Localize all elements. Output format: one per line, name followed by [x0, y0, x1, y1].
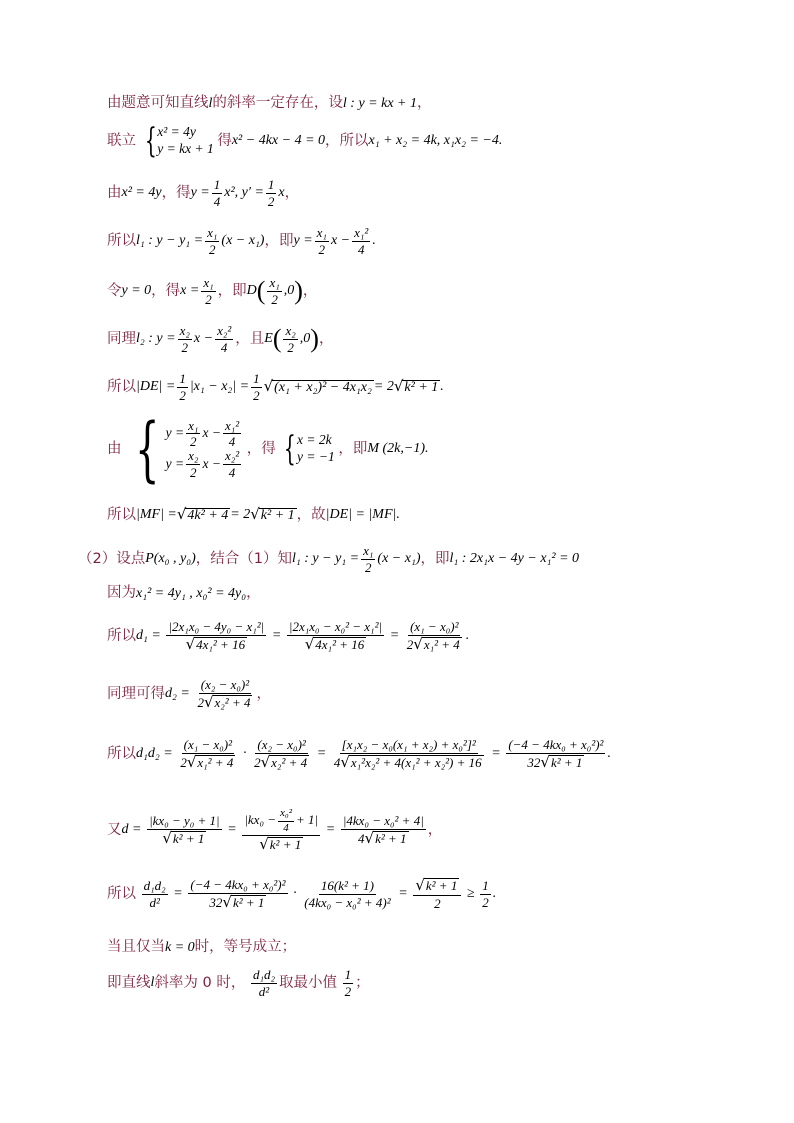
math: . — [498, 133, 503, 148]
math: = 2 — [230, 507, 251, 522]
text: ， — [246, 585, 261, 601]
text: ， — [284, 184, 300, 201]
math: l₁ : y − y₁ = — [292, 551, 360, 567]
fraction: $\frac{\text{(x₂ − x₀)²}}{\text{2√x₂² + 4}}$ — [197, 677, 251, 711]
text: 所以 — [107, 378, 136, 395]
math: |MF| = — [136, 507, 177, 522]
system-row: x² = 4y — [157, 124, 196, 140]
text: ，即 — [338, 440, 368, 457]
math: = — [398, 886, 408, 902]
equation-system: { x² = 4y y = kx + 1 — [144, 121, 214, 161]
math: ,0 — [283, 283, 295, 299]
fraction: $\frac{1}{2}$ — [344, 967, 352, 999]
text: 所以 — [107, 627, 136, 644]
math: x², y′ = — [224, 185, 264, 201]
text: 由 — [107, 184, 122, 201]
text: 即直线 — [107, 974, 151, 991]
math: ,0 — [299, 331, 311, 347]
fraction: $\frac{\text{(x₁ − x₀)²}}{\text{2√x₁² + 4}}$ — [180, 737, 234, 771]
fraction: $\frac{\text{16(k² + 1)}}{\text{(4kx₀ − x₀² + 4)²}}$ — [304, 878, 391, 910]
math: E — [264, 331, 273, 347]
text: ，故 — [296, 506, 326, 523]
math: d₁d₂ = — [136, 746, 173, 762]
text: 时，等号成立； — [194, 939, 297, 955]
math: l — [150, 975, 155, 991]
text: ，即 — [420, 550, 450, 567]
math: l₁ : y − y₁ = — [136, 233, 204, 249]
text: 由 — [107, 440, 122, 457]
math: . — [607, 746, 611, 762]
fraction: $\frac{\text{x₁}}{2}$ — [269, 275, 280, 307]
math: . — [396, 507, 400, 522]
solution-line-11 — [107, 586, 261, 601]
math: d₁ = — [136, 628, 161, 644]
math: x₁ + x₂ = 4k, x₁x₂ = −4 — [368, 133, 499, 148]
math: x² − 4kx − 4 = 0 — [231, 133, 326, 148]
solution-line-7: 所以|DE| = $\frac{1}{2}$ |x₁ − x₂| = $\frac{1}{2}$ √(x₁ + x₂)² − 4x₁x₂ = 2√k² + 1 . — [107, 371, 444, 403]
math: = — [173, 886, 183, 902]
text: 所以 — [107, 885, 136, 902]
math: ≥ — [466, 886, 475, 902]
math: (x − x₁) — [377, 551, 421, 567]
math: l — [208, 96, 213, 111]
math: . — [425, 441, 429, 456]
math: = — [316, 746, 327, 762]
math: d₂ = — [165, 686, 190, 702]
fraction: $\frac{\text{(−4 − 4kx₀ + x₀²)²}}{\text{32√k² + 1}}$ — [190, 877, 286, 911]
text: ， — [416, 95, 432, 111]
text: ，得 — [151, 282, 181, 299]
fraction: $\frac{\text{(x₁ − x₀)²}}{\text{2√x₁² + 4}}$ — [406, 619, 460, 653]
text: 同理 — [107, 330, 136, 347]
fraction: $\frac{1}{2}$ — [482, 878, 489, 910]
math: l₁ : 2x₁x − 4y − x₁² = 0 — [449, 551, 580, 567]
fraction: $\frac{\text{|4kx₀ − x₀² + 4|}}{\text{4√k² + 1}}$ — [342, 813, 424, 847]
text: ， — [318, 330, 334, 347]
text: 的斜率一定存在，设 — [212, 95, 343, 111]
fraction: $\frac{\text{x₁}}{2}$ — [363, 543, 374, 575]
text: ， — [302, 282, 318, 299]
fraction: $\frac{\text{x₂}}{2}$ — [179, 323, 190, 355]
square-root: (x₁ + x₂)² − 4x₁x₂ — [274, 380, 372, 396]
fraction: $\frac{1}{4}$ — [213, 177, 221, 209]
math: = — [389, 628, 400, 644]
solution-line-3 — [107, 178, 299, 208]
math: |DE| = |MF| — [325, 507, 397, 522]
text: 所以 — [107, 745, 136, 762]
text: ，结合（1）知 — [195, 550, 293, 567]
math: |x₁ − x₂| = — [189, 379, 250, 395]
math: x² = 4y — [121, 185, 162, 201]
text: 联立 — [107, 132, 136, 149]
math: . — [465, 628, 470, 644]
fraction: $\frac{\text{x₂²}}{4}$ — [217, 323, 232, 355]
math: x = — [180, 283, 200, 299]
fraction: $\frac{\text{x₁}}{2}$ — [207, 225, 218, 257]
square-root: k² + 1 — [404, 380, 439, 396]
fraction: $\frac{\text{√k² + 1}}{2}$ — [413, 878, 461, 910]
fraction: $\frac{\text{x₁}}{2}$ — [203, 275, 214, 307]
text: 当且仅当 — [107, 939, 165, 955]
math: k = 0 — [165, 940, 195, 955]
text: 令 — [107, 282, 122, 299]
solution-line-5: 令y = 0，得x = $\frac{\text{x₁}}{2}$ ，即D( $\frac{\text{x₁}}{2}$ ,0)， — [107, 275, 318, 307]
equation-system: { x = 2k y = −1 — [284, 429, 335, 469]
math: M (2k,−1) — [367, 441, 426, 456]
math: . — [492, 886, 497, 902]
text: （2）设点 — [78, 550, 146, 567]
solution-line-17 — [107, 940, 296, 955]
fraction: $\frac{\text{|2x₁x₀ − 4y₀ − x₁²|}}{\text{√4x₁² + 16}}$ — [168, 619, 265, 653]
text: 取最小值 — [279, 974, 338, 991]
text: 所以 — [107, 232, 136, 249]
solution-line-12 — [107, 620, 469, 652]
math: l₂ : y = — [136, 331, 176, 347]
math: x − — [330, 233, 351, 249]
solution-line-13 — [107, 678, 271, 710]
math: = — [227, 822, 237, 838]
math: y = 0 — [121, 283, 152, 299]
text: 由题意可知直线 — [107, 95, 209, 111]
math: . — [372, 233, 376, 249]
math: . — [440, 379, 444, 395]
text: ，所以 — [325, 132, 369, 149]
math: = — [271, 628, 282, 644]
fraction: $\frac{\text{x₁²}}{4}$ — [354, 225, 369, 257]
text: ，且 — [235, 330, 265, 347]
fraction: $\frac{\text{d₁d₂}}{\text{d²}}$ — [252, 967, 276, 999]
math: = — [325, 822, 336, 838]
fraction: |kx₀ − $\frac{\text{x₀²}}{4}$ + 1| √k² + 1 — [244, 807, 319, 854]
text: ， — [256, 685, 271, 702]
solution-line-4 — [107, 226, 376, 256]
fraction: $\frac{\text{x₂}}{2}$ — [285, 323, 296, 355]
fraction: $\frac{\text{(−4 − 4kx₀ + x₀²)²}}{\text{32√k² + 1}}$ — [508, 737, 604, 771]
math: P(x₀ , y₀) — [145, 551, 196, 567]
text: ； — [355, 974, 370, 991]
math: |DE| = — [136, 379, 176, 395]
math: = — [491, 746, 501, 762]
math: x — [278, 185, 285, 201]
text: 又 — [107, 822, 122, 839]
math: x − — [193, 331, 214, 347]
text: 因为 — [107, 585, 136, 601]
solution-line-10 — [78, 544, 579, 574]
system-row: y = kx + 1 — [157, 141, 214, 156]
square-root: 4k² + 4 — [187, 508, 229, 523]
math: D — [246, 283, 257, 299]
text: ，得 — [246, 440, 276, 457]
fraction: $\frac{\text{|kx₀ − y₀ + 1|}}{\text{√k² + 1}}$ — [149, 813, 220, 847]
text: 同理可得 — [107, 685, 165, 702]
fraction: $\frac{1}{2}$ — [253, 371, 260, 403]
equation-system: { y = $\frac{\text{x₁}}{2}$ x − $\frac{\text{x₁²}}{4}$ y = $\frac{\text{x₂}}{2}$ x − $\frac{\text{x₂²}}{4}$ — [135, 408, 240, 490]
text: ，即 — [264, 232, 294, 249]
math: l : y = kx + 1 — [342, 96, 417, 111]
fraction: $\frac{1}{2}$ — [267, 177, 275, 209]
math: (x − x₁) — [221, 233, 265, 249]
fraction: $\frac{\text{[x₁x₂ − x₀(x₁ + x₂) + x₀²]²}}{\text{4√x₁²x₂² + 4(x₁² + x₂²) + 16}}$ — [333, 737, 482, 771]
math: · — [293, 886, 297, 902]
text: ，即 — [217, 282, 247, 299]
solution-line-6: 同理l₂ : y = $\frac{\text{x₂}}{2}$ x − $\frac{\text{x₂²}}{4}$ ，且E( $\frac{\text{x₂}}{2}$ ,0)， — [107, 323, 334, 355]
text: 所以 — [107, 506, 136, 523]
math: · — [242, 746, 247, 762]
fraction: $\frac{\text{d₁d₂}}{\text{d²}}$ — [143, 878, 166, 910]
solution-line-2 — [107, 121, 503, 161]
math: x₁² = 4y₁ , x₀² = 4y₀ — [136, 586, 247, 601]
text: ，得 — [161, 184, 191, 201]
fraction: $\frac{1}{2}$ — [179, 371, 186, 403]
solution-line-8 — [107, 408, 429, 490]
solution-line-18 — [107, 968, 370, 998]
solution-line-1 — [107, 96, 431, 111]
solution-line-15 — [107, 808, 442, 853]
text: ， — [427, 822, 443, 839]
math: y = — [293, 233, 313, 249]
solution-line-9: 所以|MF| =√4k² + 4 = 2√k² + 1 ，故|DE| = |MF|. — [107, 505, 400, 523]
fraction: $\frac{\text{(x₂ − x₀)²}}{\text{2√x₂² + 4}}$ — [254, 737, 308, 771]
solution-line-14 — [107, 738, 611, 770]
math: y = — [190, 185, 210, 201]
fraction: $\frac{\text{|2x₁x₀ − x₀² − x₁²|}}{\text{√4x₁² + 16}}$ — [288, 619, 383, 653]
text: 得 — [217, 132, 232, 149]
math: = 2 — [373, 379, 394, 395]
fraction: $\frac{\text{x₁}}{2}$ — [316, 225, 327, 257]
text: 斜率为 0 时， — [154, 974, 246, 991]
square-root: k² + 1 — [260, 508, 295, 523]
solution-line-16 — [107, 878, 496, 910]
math: d = — [121, 822, 142, 838]
